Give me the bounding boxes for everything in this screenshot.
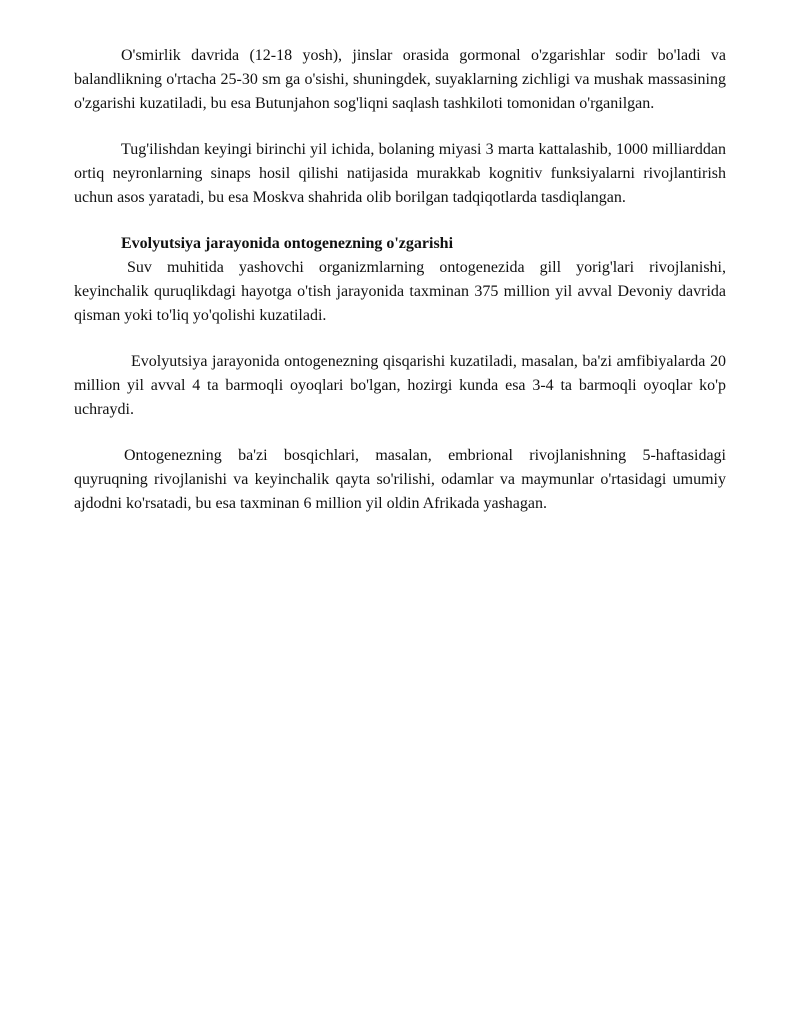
paragraph-amphibian-digits: Evolyutsiya jarayonida ontogenezning qisqarishi kuzatiladi, masalan, ba'zi amfibiyalarda 20 million yil avval 4 ta barmoqli oyoqlari bo'lgan, hozirgi kunda esa 3-4 ta barmoqli oyoqlar ko'p uchraydi. [74,353,726,418]
paragraph-infant-brain: Tug'ilishdan keyingi birinchi yil ichida, bolaning miyasi 3 marta kattalashib, 1000 milliarddan ortiq neyronlarning sinaps hosil qilishi natijasida murakkab kognitiv funksiyalarni rivojlantirish uchun asos yaratadi, bu esa Moskva shahrida olib borilgan tadqiqotlarda tasdiqlangan. [74,141,726,206]
paragraph-embryonic-tail: Ontogenezning ba'zi bosqichlari, masalan, embrional rivojlanishning 5-haftasidagi quyruqning rivojlanishi va keyinchalik qayta so'rilishi, odamlar va maymunlar o'rtasidagi umumiy ajdodni ko'rsatadi, bu esa taxminan 6 million yil oldin Afrikada yashagan. [74,447,726,512]
document-page [74,44,726,538]
paragraph-adolescence: O'smirlik davrida (12-18 yosh), jinslar orasida gormonal o'zgarishlar sodir bo'ladi va balandlikning o'rtacha 25-30 sm ga o'sishi, shuningdek, suyaklarning zichligi va mushak massasining o'zgarishi kuzatiladi, bu esa Butunjahon sog'liqni saqlash tashkiloti tomonidan o'rganilgan. [74,47,726,112]
paragraph-gill-slits: Suv muhitida yashovchi organizmlarning ontogenezida gill yorig'lari rivojlanishi, keyinchalik quruqlikdagi hayotga o'tish jarayonida taxminan 375 million yil avval Devoniy davrida qisman yoki to'liq yo'qolishi kuzatiladi. [74,259,726,324]
section-heading: Evolyutsiya jarayonida ontogenezning o'zgarishi [121,235,454,252]
